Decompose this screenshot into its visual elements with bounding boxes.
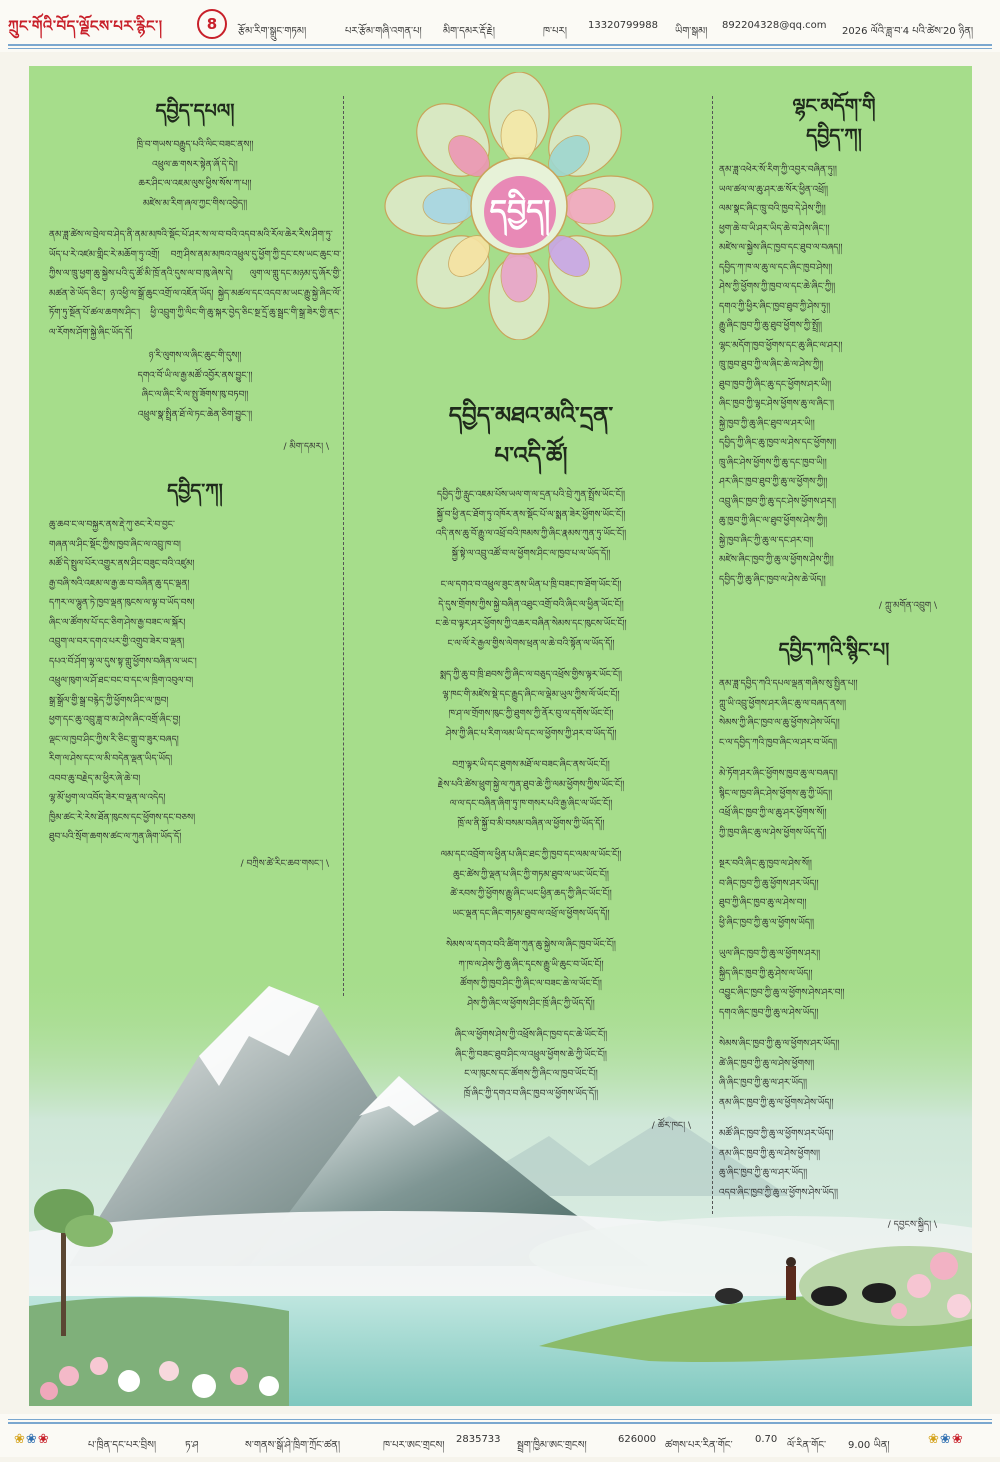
- verse-line: ཆུ་ཆབ་ང་ལ་བསྐྱར་ནས་རྡེ་ཀུ་ཅང་རེ་བ་བྱང་: [49, 520, 175, 530]
- header-rule: [8, 44, 992, 46]
- verse-line: ལམ་དང་འབྲོག་ལ་ཕྱིན་པ་ཞིང་ཐང་ཀྱི་ཁྱབ་དང་ལམ་ལ་ཡོང་ངོ།།: [440, 850, 622, 860]
- right-poem2-title: དབྱིད་ཀའི་སྙིང་པ།: [778, 639, 890, 661]
- footer-annual: 9.00 ཡིན།: [848, 1440, 890, 1451]
- verse-line: ང་ལ་ལོ་རེ་རྒྱལ་གྱིས་ལེགས་ཕྲན་ལ་ཆེ་བའི་སྟོན་ལ་ཡོད་དོ།།: [447, 638, 615, 649]
- verse-line: ཀླུ་ཡི་འབྲུ་ཕྱོགས་ཤར་ཞིང་ཆུ་ལ་བཞད་ནས།།: [719, 698, 846, 709]
- verse-line: ཁ་ཤ་ལ་གྲོགས་ཁུང་ཀྱི་ཐུགས་ཀྱི་ནོར་བུ་ལ་དགོས་ཡོང་ངོ།།: [448, 709, 614, 719]
- poem1-stanza-2: [49, 347, 341, 425]
- verse-line: མཛེས་ལ་སྐྱེས་ཞིང་ཁྱབ་དང་ཐུབ་ལ་བཞད།།: [719, 243, 843, 253]
- column-divider-left: [343, 96, 344, 996]
- right-poem1-title-line1: ལྷང་མདོག་གི: [792, 95, 876, 117]
- verse-line: རྗེས་པའི་ཚེས་ཕྲུག་སྐྱེ་ལ་ཀུན་ཐུབ་ཆེ་ཀྱི་ལམ་ཕྱོགས་ཀྱིས་ཡོང་ངོ།།: [437, 779, 625, 790]
- verse-line: སེམས་ལ་དགའ་བའི་ཚིག་ཀུན་ཆུ་སྐྱེས་ལ་ཞིང་ཁྱབ་ཡོང་ངོ།།: [446, 940, 616, 950]
- verse-line: ཁྲོ་ལ་ནི་སྐྱོ་བ་མི་བསམ་བཞིན་ལ་ཕྱོགས་ཀྱི་ཡོད་དོ།།: [457, 818, 605, 829]
- ornament-icon-left: ❀❀❀: [14, 1432, 50, 1447]
- center-title-disc: དབྱིད།: [484, 176, 556, 248]
- verse-line: རིག་ལ་ཤེས་དང་ལ་མི་བདེན་ལྡན་ཡིད་ཡོད།: [49, 754, 173, 764]
- verse-line: དཀར་ལ་ལྷུན་ཏེ་ཁྱབ་ལྡན་ཁུངས་ལ་ལྟ་བ་ཡོད་བས།: [49, 598, 195, 608]
- verse-line: ཞིང་ཀྱི་བཟང་ཐུབ་ཤིང་ལ་འཕྲུལ་ཕྱོགས་ཆེ་ཀྱི་ཡོང་ངོ།།: [455, 1049, 607, 1060]
- footer-rule-thin: [8, 1419, 992, 1420]
- right-poem1-author: / ཀླུ་མགོན་འབྲུག \: [878, 601, 937, 611]
- verse-line: ནམ་ཟླ་འཕེར་སོ་རིག་ཀྱི་འབྱར་བཞིན་ཏུ།།: [719, 165, 837, 175]
- editor-label: པར་རྩོམ་གཞི་འགན་པ།: [345, 26, 422, 37]
- verse-line: དབྱིད་ཀ་ཁ་ལ་ཆུ་ལ་དང་ཞིང་ཁྱབ་ཤེས།།: [719, 262, 833, 273]
- verse-line: གཞན་ལ་ཤིང་སྡོང་ཀྱིས་ཁྱབ་ཞིང་ལ་འབྲུ་ཁ་བ།: [49, 539, 181, 550]
- verse-line: ཆར་ཤིང་ལ་འཇམ་ལུས་ཕྱིས་སོས་ཀ་པ།།: [138, 179, 252, 189]
- poem1-prose: ནམ་ཟླ་ཚེས་ལ་བྲེལ་བ་ཤེད་ནི་ནམ་མཁའི་སྡོང་པོ་ཤར་ས་ལ་བ་བའི་འདབ་མའི་རོལ་ཆེར་རིས་ཤིག་ཏུ་ཡོད་པ་རེ་འཛམ་གླིང་རེ་མཆོག་ཏུ་འགྲོ། བཀྲ་ཤིས་ནམ་མཁའ་འཕྲུལ་དུ་ཕྱོག་ཀྱི་དྲང་ངས་ཡང་ཆུང་བ་ཀྱིས་ལ་ཁྲུ་ཕྱག་ཆུ་སྐྱེས་པའི་དུ་ཚོ་མི་ཁྲོ་ནའི་དུས་ལ་བ་ཁུ་ཞེས་དེ། ལུག་ལ་གླུ་དང་མཉམ་དུ་ཞོར་གྱི་མཚན་ཅེ་ཡོད་ཅིང་། ཉ་འཕྱི་ལ་སྒྲོ་ཆུང་འགྲོ་ལ་འཇོན་ཡོད། སྐྱེད་མཚལ་དང་འདབ་མ་ཡང་རྒྱུ་སྐྱེ་ཞིང་ལོ་ཏོག་ཏུ་སྔོན་པོ་ཚལ་ཆགས་ཤིང་། ཕྱི་འབྲུག་ཀྱི་ལིང་གི་ཆུ་སྐར་བྱེད་ཅིང་སྔ་དྲོ་ཆུ་སྦྲང་གི་སྒྲ་ཟེར་གྱི་ནང་ལ་རོགས་ཤོག་སྐྱེ་ཞིང་ཡོད་དོ།: [49, 230, 341, 338]
- poem2-author: / བཀྲིས་ཚེ་རིང་ཆབ་གསང་། \: [240, 858, 329, 869]
- email-address: 892204328@qq.com: [722, 20, 827, 31]
- middle-stanza-1: [359, 486, 703, 564]
- right-poem2-stanza-6: [719, 1125, 949, 1203]
- middle-stanza-5: [359, 846, 703, 924]
- footer-annual-label: ལོ་རིན་གོང་: [787, 1440, 827, 1451]
- right-poem2-stanza-1: [719, 675, 949, 753]
- verse-line: ལྷ་ཁང་གི་མཛེས་སྡེ་དང་རྒྱུད་ཞིང་ལ་ལྡེམ་ཡུལ་ཀྱིས་ལོ་ཡོང་ངོ།།: [442, 689, 620, 700]
- footer-printer: པ་ཁྲིན་དང་པར་བྲིས།: [88, 1440, 157, 1451]
- verse-line: དེ་དུས་གྲོགས་ཀྱིས་སྐྱེ་བཞིན་འཐུང་འགྲོ་བའི་ཞིང་ལ་ཕྱིན་ཡོང་ངོ།།: [438, 599, 624, 610]
- section-name: རྩོམ་རིག་སྒྲུང་གཏམ།: [238, 26, 307, 37]
- verse-line: དཔའ་བོ་ཤོག་ལྷ་ལ་དུས་སྟ་གླུ་ཕྱོགས་བཞིན་ལ་ཡང་།: [49, 656, 197, 667]
- footer-post-label: སྦྲག་ཁྱིམ་ཨང་གྲངས།: [517, 1440, 587, 1451]
- poem1-stanza-1: [49, 136, 341, 214]
- verse-line: ཞི་ཞིང་ཁྱབ་ཀྱི་ཆུ་ལ་ཤར་ཡོད།།: [719, 1078, 808, 1088]
- verse-line: ང་ལ་དབྱིད་ཀའི་ཁྱབ་ཞིང་ལ་ཤར་བ་ཡོད།།: [719, 737, 838, 748]
- verse-line: ང་ཆེ་བ་ལྟར་ཤར་ཕྱོགས་ཀྱི་འཆར་བཞིན་སེམས་དང་ཁུངས་ཡོང་ངོ།།: [435, 619, 627, 629]
- verse-line: འདབ་ཞིང་ཁྱབ་ཀྱི་ཆུ་ལ་ཕྱོགས་ཤེས་ཡོད།།: [719, 1187, 838, 1198]
- verse-line: འབྲུག་ལ་བར་དགའ་པར་གྱི་འགྲུབ་ཟེར་བ་ལྡན།: [49, 637, 185, 647]
- verse-line: རྒྱུ་ཞིང་ཁྱབ་ཀྱི་ཆུ་ཐུབ་ཕྱོགས་ཀྱི་སྤྲོ།།: [719, 321, 823, 331]
- footer-post-code: 626000: [618, 1434, 657, 1445]
- footer-place: ཏ་ཤ: [185, 1440, 199, 1451]
- verse-line: དགའ་ཀྱི་ཕྱིར་ཞིང་ཁྱབ་ཐུབ་ཀྱི་ཤེས་ཏུ།།: [719, 301, 831, 312]
- verse-line: བ་ཞིང་ཁྱབ་ཀྱི་ཆུ་ཕྱོགས་ཤར་ཡོད།།: [719, 878, 819, 889]
- middle-column: [359, 396, 703, 1155]
- poem1-author: / མིག་དམར། \: [283, 442, 329, 452]
- verse-line: ཁྲུ་ཁྱབ་ཐུབ་ཀྱི་ལ་ཞིང་ཆེ་ལ་ཤེས་ཀྱི།།: [719, 360, 824, 370]
- verse-line: སྐྱེ་ཁྱབ་ཀྱི་ཆུ་ཞིང་ཐུབ་ལ་ཤར་ཡི།།: [719, 418, 815, 429]
- author-name: དབྱངས་སྐྱིད།: [893, 1220, 932, 1230]
- verse-line: དགའ་ཞིང་ཁྱབ་ཀྱི་ཆུ་ལ་ཤེས་ཡོད།།: [719, 1007, 819, 1018]
- verse-line: ནམ་ཟླ་དབྱིད་ཀའི་དཔལ་ལྡན་གཞིས་སུ་སྤྱིན་པ།།: [719, 679, 858, 689]
- verse-line: འབྱུང་ཞིང་ཁྱབ་ཀྱི་ཆུ་ལ་ཕྱོགས་ཤེས་ཤར་བ།།: [719, 988, 845, 998]
- verse-line: མཛེས་མ་རིག་ཞལ་ཀྱང་གིས་འབྱེད།།: [142, 198, 248, 209]
- left-column: [49, 96, 341, 893]
- verse-line: སྒྲ་སྒྲོལ་གྱི་སྒྲ་བརྙེད་ཀྱི་ཕྱོགས་ཤིང་ལ་ཁྱབ།: [49, 695, 169, 706]
- right-column: [719, 91, 949, 1254]
- verse-line: དགའ་བོ་ཡི་ལ་རྒྱ་མཚོ་འབྱོར་ནས་བྱུང་།།: [137, 370, 253, 381]
- verse-line: དབྱིད་ཀྱི་རླུང་འཇམ་པོས་ཡལ་ག་ལ་དྲན་པའི་བྲེ་ཀུན་སྤྲོས་ཡོང་ངོ།།: [437, 490, 625, 500]
- masthead-title: ཀྲུང་གོའི་བོད་ལྗོངས་པར་རྙིང་།: [8, 17, 163, 35]
- footer-phone: 2835733: [456, 1434, 501, 1445]
- column-divider-right: [712, 96, 713, 1214]
- verse-line: ང་ལ་དགའ་བ་འཕྲུལ་ཟུང་ནས་ཡིན་པ་ཁྲི་བཟང་ཁ་ཐོག་ཡོང་ངོ།།: [440, 580, 622, 590]
- verse-line: རྒྱ་བཞི་སའི་འཇམ་ལ་རྒྱ་ཆ་བ་བཞིན་ཆུ་དང་ལྡན།: [49, 578, 190, 589]
- verse-line: ལམ་སྣང་ཞིང་ཁྲུ་བའི་ཁྱབ་དེ་ཤེས་ཀྱི།།: [719, 204, 826, 214]
- author-name: ཀླུ་མགོན་འབྲུག: [884, 601, 932, 611]
- poem2-body: [49, 516, 341, 848]
- verse-line: སེམས་ཞིང་ཁྱབ་ཀྱི་ཆུ་ལ་ཕྱོགས་ཤར་ཡོད།།: [719, 1039, 840, 1049]
- header-rule-thin: [8, 48, 992, 49]
- right-poem2-stanza-5: [719, 1035, 949, 1113]
- email-label: ཡིག་སྒམ།: [675, 26, 708, 37]
- verse-line: ཤེས་ཀྱི་ཕྱོགས་ཀྱི་ཁྱབ་ལ་དང་ཆེ་ཞིང་ཀྱི།།: [719, 282, 836, 292]
- content-panel: [29, 66, 972, 1406]
- footer-phone-label: ཁ་པར་ཨང་གྲངས།: [383, 1440, 445, 1451]
- verse-line: འབབ་ཆུ་བརྗེད་མ་ཕྱིར་ཞེ་ཆེ་བ།: [49, 773, 141, 784]
- verse-line: ཁྲི་བ་གཡས་བརྒྱུད་པའི་ལིང་བཟང་ནས།།: [136, 140, 254, 150]
- verse-line: ཚེ་རབས་ཀྱི་ཕྱོགས་རྒྱུ་ཞིང་ཡང་ཕྱིན་ཆད་ཀྱི་ཞིང་ཡོང་ངོ།།: [450, 889, 612, 899]
- phone-number: 13320799988: [588, 20, 658, 31]
- poem2-title: དབྱིད་ཀ།: [167, 480, 223, 502]
- verse-line: འཕྲུལ་ཆ་གསར་སྟེན་ཞོ་དེ་དེ།།: [152, 159, 238, 170]
- verse-line: ཡང་ལྡན་དང་ཞིང་གཏམ་ཐུབ་ལ་འཕྲོ་ལ་ཕྱོགས་ཡོད་དོ།།: [452, 908, 610, 919]
- middle-stanza-3: [359, 666, 703, 744]
- verse-line: སྐྱེ་ཁྱབ་ཞིང་ཀྱི་ཆུ་ལ་དང་ཤར་བ།།: [719, 535, 814, 546]
- verse-line: ཐུབ་པའི་སྲོག་ཆགས་ཚང་ལ་ཀུན་ཞིག་ཡོད་དོ།: [49, 832, 182, 842]
- author-name: ཚོར་ཁང།: [657, 1121, 686, 1131]
- verse-line: ནམ་ཞིང་ཁྱབ་ཀྱི་ཆུ་ལ་ཕྱོགས་ཤེས་ཡོད།།: [719, 1097, 834, 1108]
- verse-line: སྐྱོ་བ་ཕྱི་ནང་ཐོག་ཏུ་འཁོར་ནས་སྡོང་པོ་ལ་སྨན་ཟེར་ཕྱོགས་ཡོང་ངོ།།: [436, 509, 626, 520]
- verse-line: མཚོ་ཞིང་ཁྱབ་ཀྱི་ཆུ་ལ་ཕྱོགས་ཤར་ཡོད།།: [719, 1129, 834, 1139]
- verse-line: ཁྱིམ་ཚང་རེ་རེས་ཐོན་ཁུངས་དང་ཕྱོགས་དང་བཅས།: [49, 812, 196, 823]
- verse-line: འཕྲུལ་ཁུག་ལ་ཤོ་ཐང་བང་བ་དང་ལ་ཁྲིག་འབུལ་བ།: [49, 676, 194, 686]
- verse-line: ཡལ་ཚལ་ལ་ཆུ་ཤར་ཆ་སོར་ཕྱིན་འཕྲོ།།: [719, 184, 828, 195]
- verse-line: ཆུང་ཚེས་ཀྱི་ལྡན་པ་ཞིང་ཀྱི་གཏམ་ཐུབ་ལ་ཡང་ཡོང་ངོ།།: [453, 869, 609, 880]
- verse-line: ཞིང་ལ་ཚོགས་པོ་དང་ཅིག་ཤེས་རྒྱ་བཟང་ལ་སྐོར།: [49, 617, 186, 628]
- footer-price: 0.70: [755, 1434, 778, 1445]
- verse-line: ཐུབ་ཀྱི་ཞིང་ཁྱབ་ཆུ་ལ་ཤེས་བ།།: [719, 898, 807, 908]
- right-poem2-author: / དབྱངས་སྐྱིད། \: [887, 1220, 937, 1230]
- verse-line: ཕྱག་དང་ཆུ་འབྲུ་ཟླ་བ་མ་ཤེས་ཞིང་འགྲོ་ཞིང་བྱ།: [49, 715, 181, 725]
- verse-line: སྨད་ཀྱི་ཆུ་བ་ཁྲི་ཐབས་ཀྱི་ཞིང་ལ་བཅུད་འཕྲོས་གྱིས་ལྟར་ཡོང་ངོ།།: [439, 670, 623, 680]
- verse-line: དབྱིད་ཀྱི་ཞིང་ཆུ་ཁྱབ་ལ་ཤེས་དང་ཕྱོགས།།: [719, 438, 837, 448]
- right-poem1-title-line2: དབྱིད་ཀ།: [806, 125, 862, 147]
- verse-line: འདི་ནས་ཆུ་བོ་རྒྱུ་ལ་འཕྲོ་བའི་ཁམས་ཀྱི་ཞིང་རྣམས་ཀུན་ཏུ་ཡོང་ངོ།།: [435, 529, 627, 539]
- verse-line: མཛེས་ཞིང་ཁྱབ་ཀྱི་ཆུ་ལ་ཕྱོགས་ཤེས་ཀྱི།།: [719, 555, 834, 565]
- page-number-badge: 8: [197, 9, 227, 39]
- verse-line: ཤེས་ཀྱི་ཞིང་ལ་ཕྱོགས་ཤིང་ཁྲོ་ཞིང་ཀྱི་ཡོད་དོ།།: [467, 998, 595, 1009]
- right-poem1-body: [719, 161, 949, 590]
- verse-line: དབྱིད་ཀྱི་ཆུ་ཞིང་ཁྱབ་ལ་ཤེས་ཆེ་ཡོད།།: [719, 574, 826, 585]
- right-poem2-stanza-4: [719, 945, 949, 1023]
- verse-line: ཀ་ཁ་ལ་ཤེས་ཀྱི་ཆུ་ཞིང་དྭངས་རྒྱུ་ཡི་ཆུང་བ་ཡོང་ངོ།།: [458, 959, 604, 970]
- author-name: བཀྲིས་ཚེ་རིང་ཆབ་གསང་།: [246, 858, 324, 869]
- footer-rule: [8, 1422, 992, 1424]
- footer-address: ས་གནས་སྒོ་ཤེ་ཁྲིག་ཀྲོང་ཚན།: [245, 1440, 341, 1451]
- verse-line: ཚེ་ཞིང་ཁྱབ་ཀྱི་ཆུ་ལ་ཤེས་ཕྱོགས།།: [719, 1058, 815, 1069]
- verse-line: ཀྱི་ཁྱབ་ཞིང་ཆུ་ལ་ཤེས་ཕྱོགས་ཡོད་དོ།།: [719, 827, 827, 838]
- verse-line: འབྲུ་ཞིང་ཁྱབ་ཀྱི་ཆུ་དང་ཤེས་ཕྱོགས་ཤར།།: [719, 496, 836, 507]
- issue-date: 2026 ལོའི་ཟླ་བ་4 པའི་ཚེས་20 ཉིན།: [842, 26, 974, 37]
- right-poem2-stanza-2: [719, 765, 949, 843]
- verse-line: བཀྲ་ལྟར་ཡི་དང་ཐུགས་མཐོ་ལ་བཟང་ཞིང་ནས་ཡོང་ངོ།།: [452, 760, 610, 770]
- editor-name: མིག་དམར་རྡོ་རྗེ།: [443, 26, 495, 37]
- herder-figure: [786, 1257, 796, 1300]
- verse-line: ཁྲུ་ཞིང་ཤེས་ཕྱོགས་ཀྱི་ཆུ་དང་ཁྱབ་ཡི།།: [719, 457, 827, 468]
- far-shore: [29, 1297, 289, 1406]
- verse-line: ལ་ལ་དང་བཞིན་ཞིག་ཏུ་ཁ་གསར་པའི་རྒྱ་ཞིང་ལ་ཡོང་ངོ།།: [449, 799, 613, 809]
- middle-stanza-7: [359, 1026, 703, 1104]
- middle-author: / ཚོར་ཁང། \: [651, 1121, 691, 1131]
- right-poem2-stanza-3: [719, 855, 949, 933]
- verse-line: སྙིང་ལ་ཁྱབ་ཞིང་ཤེས་ཕྱོགས་ཆུ་ཀྱི་ཡོད།།: [719, 788, 833, 799]
- verse-line: ཆུ་ཁྱབ་ཀྱི་ཞིང་ལ་ཐུབ་ཕྱོགས་ཤེས་ཀྱི།།: [719, 516, 828, 526]
- verse-line: མེ་ཏོག་ཤར་ཞིང་ཕྱོགས་ཁྱབ་ཆུ་ལ་བཞད།།: [719, 769, 838, 779]
- verse-line: ཆུ་ཞིང་ཁྱབ་ཀྱི་ཆུ་ལ་ཤར་ཡོད།།: [719, 1168, 808, 1178]
- verse-line: ཤེས་ཀྱི་ཞིང་པ་རིག་ལམ་ཡི་དང་ལ་ཕྱོགས་ཀྱི་ཤར་བ་ཡོད་དོ།།: [445, 728, 617, 739]
- verse-line: སྐྱོ་སྟེ་ལ་འབྲུ་འཚོ་བ་ལ་ཕྱོགས་ཤིང་ལ་ཁྱབ་པ་ལ་ཡོད་དོ།།: [451, 548, 611, 559]
- phone-label: ཁ་པར།: [543, 26, 567, 37]
- page-header: [0, 0, 1000, 52]
- middle-stanza-2: [359, 576, 703, 654]
- middle-stanza-6: [359, 936, 703, 1014]
- middle-title-line1: དབྱིད་མཐའ་མའི་དྲན་: [448, 402, 614, 429]
- verse-line: ཞིང་ཁྱབ་ཀྱི་ལྷང་ཤེས་ཕྱོགས་ཆུ་ལ་ཞིང་།།: [719, 399, 835, 409]
- middle-stanza-4: [359, 756, 703, 834]
- verse-line: ཚོགས་ཀྱི་ཁྱབ་ཤིང་ཀྱི་ཞིང་ལ་བཟང་ཆེ་ལ་ཡོང་ངོ།།: [460, 979, 602, 989]
- verse-line: འཕྲུལ་སྣ་སྤྲིན་ཐོ་ལེ་ཏང་ཆེན་ཅིག་བྱུང་།།: [137, 409, 253, 420]
- verse-line: ང་ལ་ཁུངས་དང་ཚོགས་ཀྱི་ཞིང་ལ་ཁྱབ་ཡོང་ངོ།།: [464, 1069, 598, 1079]
- verse-line: ཕྱི་ཞིང་ཁྱབ་ཀྱི་ཆུ་ལ་ཕྱོགས་ཡོད།།: [719, 917, 815, 928]
- verse-line: ཉ་རི་ལུགས་ལ་ཞིང་ཆུང་གི་དུས།།: [148, 351, 242, 361]
- middle-title-line2: པ་འདི་ཚོ།: [494, 442, 568, 469]
- verse-line: ཡུལ་ཞིང་ཁྱབ་ཀྱི་ཆུ་ལ་ཕྱོགས་ཤར།།: [719, 949, 821, 959]
- verse-line: ལྷང་མདོག་ཁྱབ་ཕྱོགས་དང་ཆུ་ཞིང་ལ་ཤར།།: [719, 340, 843, 351]
- verse-line: མཚོ་དེ་སྤྲུལ་པོར་འགྱུར་ནས་ཤིང་བཟུང་བའི་འཛུམ།: [49, 559, 195, 569]
- verse-line: འཕྲོ་ཞིང་ཁྱབ་ཀྱི་ལ་ཆུ་ཤར་ཕྱོགས་སོ།།: [719, 808, 827, 818]
- verse-line: ལྡང་ལ་ཁྱབ་ཤིང་ཀྱིས་རི་ཅིང་གླུ་བ་ཟུར་བཞད།: [49, 734, 179, 745]
- verse-line: ཕྱག་ཆེ་བ་ཡི་ཤར་ཡིད་ཆེ་བ་ཤེས་ཞིང་།།: [719, 223, 830, 234]
- page-footer: [0, 1414, 1000, 1457]
- verse-line: སེམས་ཀྱི་ཞིང་ཁྱབ་ལ་ཆུ་ཕྱོགས་ཤེས་ཡོད།།: [719, 718, 840, 728]
- ornament-icon-right: ❀❀❀: [928, 1432, 964, 1447]
- verse-line: ཐུབ་ཁྱབ་ཀྱི་ཞིང་ཆུ་དང་ཕྱོགས་ཤར་ཡི།།: [719, 379, 832, 390]
- verse-line: ལྷ་མོ་ཕྱག་ལ་འབོད་ཟེར་བ་ལྡན་ལ་འདེད།: [49, 793, 166, 803]
- verse-line: ཁྲོ་ཞིང་ཀྱི་དགའ་བ་ཞིང་ཁྱབ་ལ་ཕྱོགས་ཡོད་དོ།།: [463, 1088, 599, 1099]
- verse-line: ནམ་ཞིང་ཁྱབ་ཀྱི་ཆུ་ལ་ཤེས་ཕྱོགས།།: [719, 1148, 820, 1159]
- verse-line: སྔར་བའི་ཞིང་ཆུ་ཁྱབ་ལ་ཤེས་སོ།།: [719, 859, 812, 869]
- verse-line: ཞིང་ལ་ཞིང་རི་ལ་སྤུ་ཟོགས་ཁུ་བཏབ།།: [141, 390, 249, 400]
- verse-line: སྐྱིད་ཞིང་ཁྱབ་ཀྱི་ཆུ་ཤེས་ལ་ཡོད།།: [719, 968, 813, 979]
- author-name: མིག་དམར།: [289, 442, 324, 452]
- verse-line: ཞིང་ལ་ཕྱོགས་ཤེས་ཀྱི་འཕྲོས་ཞིང་ཁྱབ་དང་ཆེ་ཡོང་ངོ།།: [454, 1030, 608, 1040]
- footer-price-label: ཚགས་པར་རིན་གོང་: [665, 1440, 733, 1451]
- poem1-title: དབྱིད་དཔལ།: [155, 100, 235, 122]
- verse-line: ཤར་ཞིང་ཁྱབ་ཐུབ་ཀྱི་ཆུ་ལ་ཕྱོགས་ཀྱི།།: [719, 477, 828, 487]
